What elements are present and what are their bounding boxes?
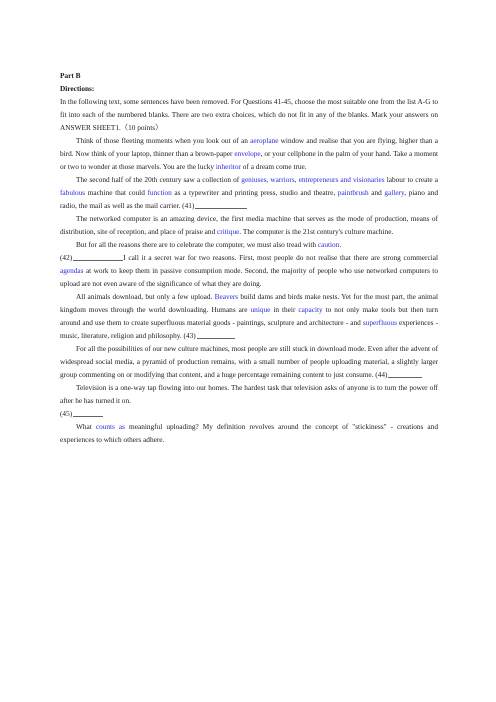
paragraph-4-continued: (42) I call it a secret war for two reasons. First, most people do not realise that there are strong commercial agendas at work to keep them in passive consumption mode. Second, the majority of people who use networked computers to upload are not even aware of the significance of what they are doing. xyxy=(60,253,438,288)
blank-45[interactable] xyxy=(73,412,103,417)
part-title: Part B xyxy=(60,71,81,80)
blank-42[interactable] xyxy=(73,256,123,261)
paragraph-4: But for all the reasons there are to celebrate the computer, we must also tread with caution. xyxy=(76,240,342,249)
paragraph-9: What counts as meaningful uploading? My definition revolves around the concept of "stickiness" - creations and experiences to which others adhere. xyxy=(60,422,438,444)
paragraph-5: All animals download, but only a few upload. Beavers build dams and birds make nests. Yet for the most part, the animal kingdom moves through the world downloading. Humans are unique in their capacity to not only make tools but then turn around and use them to create superfluous material goods - paintings, sculpture and architecture - and superfluous experiences - music, literature, religion and philosophy. (43) xyxy=(60,292,439,340)
paragraph-7: Television is a one-way tap flowing into our homes. The hardest task that television asks of anyone is to turn the power off after he has turned it on. xyxy=(60,383,438,405)
paragraph-2: The second half of the 20th century saw a collection of geniuses, warriors, entrepreneurs and visionaries labour to create a fabulous machine that could function as a typewriter and printing press, studio and theatre, paintbrush and gallery, piano and radio, the mail as well as the mail carrier. (41) xyxy=(60,175,438,210)
paragraph-1: Think of those fleeting moments when you look out of an aeroplane window and realise that you are flying, higher than a bird. Now think of your laptop, thinner than a brown-paper envelope, or your cellphone in the palm of your hand. Take a moment or two to wonder at those marvels. You are the lucky inheritor of a dream come true. xyxy=(60,136,438,171)
blank-41[interactable] xyxy=(195,204,247,209)
directions-text: In the following text, some sentences have been removed. For Questions 41-45, choose the most suitable one from the list A-G to fit into each of the numbered blanks. There are two extra choices, which do not fit in any of the blanks. Mark your answers on ANSWER SHEET1.（10 points） xyxy=(60,97,438,132)
paragraph-6: For all the possibilities of our new culture machines, most people are still stuck in download mode. Even after the advent of widespread social media, a pyramid of production remains, with a small number of people uploading material, a slightly larger group commenting on or modifying that content, and a huge percentage remaining content to just consume. (44) xyxy=(60,344,438,379)
blank-43[interactable] xyxy=(197,334,235,339)
blank-44[interactable] xyxy=(388,373,422,378)
directions-label: Directions: xyxy=(60,84,95,93)
paragraph-3: The networked computer is an amazing device, the first media machine that serves as the mode of production, means of distribution, site of reception, and place of praise and critique. The computer is the 21st century's culture machine. xyxy=(60,214,438,236)
exam-passage xyxy=(60,69,438,446)
paragraph-8: (45) xyxy=(60,407,438,420)
